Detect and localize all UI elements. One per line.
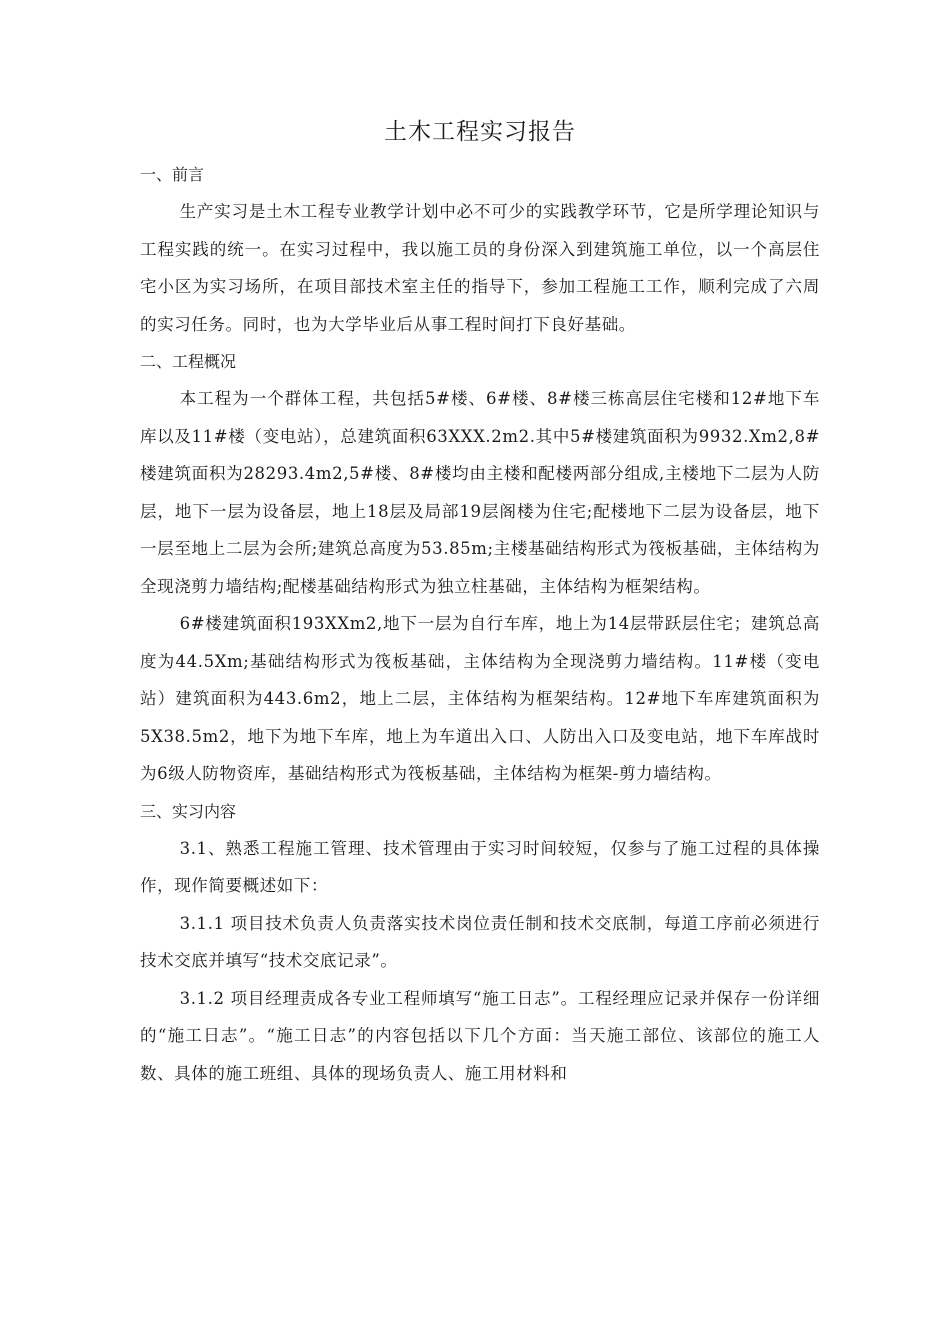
content-paragraph-3-1-2: 3.1.2 项目经理责成各专业工程师填写“施工日志”。工程经理应记录并保存一份详细的“施工日志”。“施工日志”的内容包括以下几个方面：当天施工部位、该部位的施工人数、具体的施工班组、具体的现场负责人、施工用材料和 xyxy=(140,988,820,1083)
overview-paragraph-1: 本工程为一个群体工程，共包括5#楼、6#楼、8#楼三栋高层住宅楼和12#地下车库以及11#楼（变电站），总建筑面积63XXX.2m2.其中5#楼建筑面积为9932.Xm2,8#楼建筑面积为28293.4m2,5#楼、8#楼均由主楼和配楼两部分组成,主楼地下二层为人防层，地下一层为设备层，地上18层及局部19层阁楼为住宅;配楼地下二层为设备层，地下一层至地上二层为会所;建筑总高度为53.85m;主楼基础结构形式为筏板基础，主体结构为全现浇剪力墙结构;配楼基础结构形式为独立柱基础，主体结构为框架结构。 xyxy=(140,389,820,596)
overview-paragraph-2: 6#楼建筑面积193XXm2,地下一层为自行车库，地上为14层带跃层住宅；建筑总高度为44.5Xm;基础结构形式为筏板基础，主体结构为全现浇剪力墙结构。11#楼（变电站）建筑面积为443.6m2，地上二层，主体结构为框架结构。12#地下车库建筑面积为5X38.5m2，地下为地下车库，地上为车道出入口、人防出入口及变电站，地下车库战时为6级人防物资库，基础结构形式为筏板基础，主体结构为框架-剪力墙结构。 xyxy=(140,614,820,783)
content-paragraph-3-1-1: 3.1.1 项目技术负责人负责落实技术岗位责任制和技术交底制，每道工序前必须进行技术交底并填写“技术交底记录”。 xyxy=(140,913,820,970)
section-internship-content xyxy=(140,793,820,1093)
content-paragraph-3-1: 3.1、熟悉工程施工管理、技术管理由于实习时间较短，仅参与了施工过程的具体操作，现作简要概述如下： xyxy=(140,838,820,895)
preface-paragraph: 生产实习是土木工程专业教学计划中必不可少的实践教学环节，它是所学理论知识与工程实践的统一。在实习过程中，我以施工员的身份深入到建筑施工单位，以一个高层住宅小区为实习场所，在项目部技术室主任的指导下，参加工程施工工作，顺利完成了六周的实习任务。同时，也为大学毕业后从事工程时间打下良好基础。 xyxy=(140,202,820,334)
report-page xyxy=(140,110,820,1092)
section-project-overview xyxy=(140,343,820,793)
section-heading-overview: 二、工程概况 xyxy=(140,352,237,371)
section-heading-content: 三、实习内容 xyxy=(140,801,237,821)
section-preface xyxy=(140,156,820,343)
report-title: 土木工程实习报告 xyxy=(384,119,576,145)
section-heading-preface: 一、前言 xyxy=(140,165,205,184)
